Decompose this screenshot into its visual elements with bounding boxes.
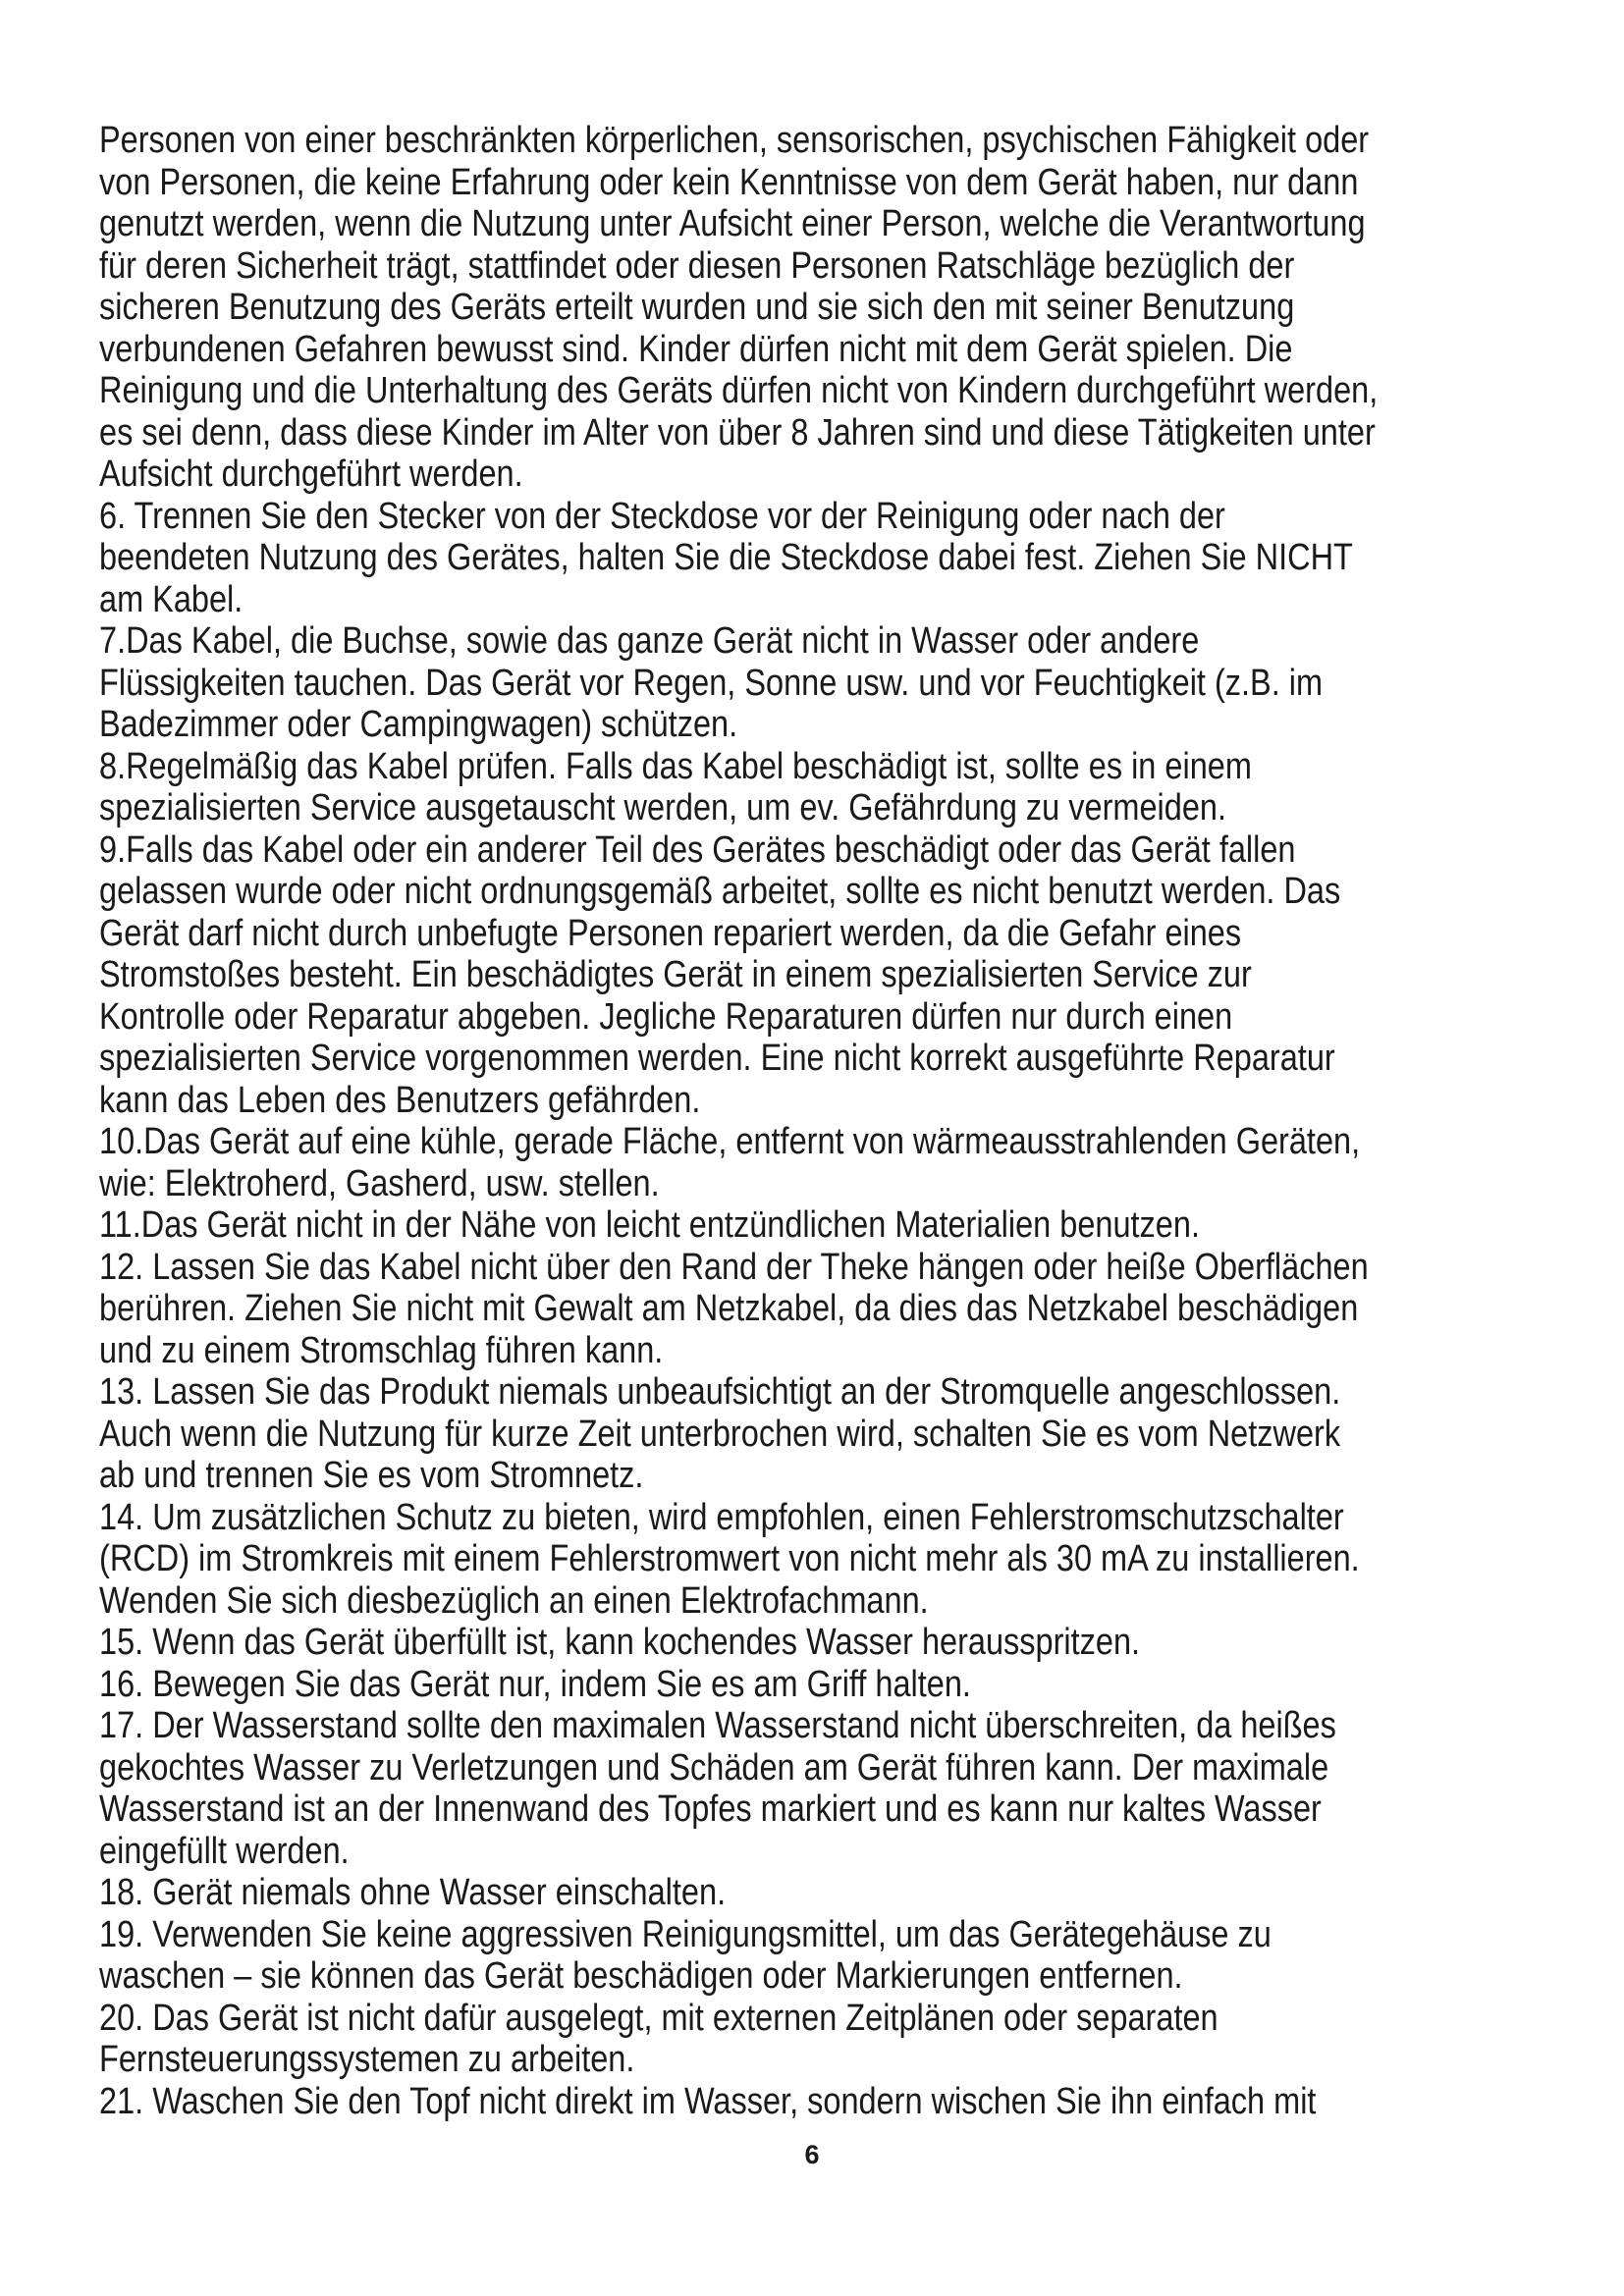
body-line: berühren. Ziehen Sie nicht mit Gewalt am Netzkabel, da dies das Netzkabel beschädigen (99, 1288, 1359, 1329)
body-line: kann das Leben des Benutzers gefährden. (99, 1079, 701, 1121)
item-14-line: 14. Um zusätzlichen Schutz zu bieten, wird empfohlen, einen Fehlerstromschutzschalter (99, 1496, 1344, 1538)
body-line: und zu einem Stromschlag führen kann. (99, 1329, 664, 1371)
body-line: Reinigung und die Unterhaltung des Geräts dürfen nicht von Kindern durchgeführt werden, (99, 370, 1379, 411)
item-13-line: 13. Lassen Sie das Produkt niemals unbeaufsichtigt an der Stromquelle angeschlossen. (99, 1371, 1341, 1413)
item-20-line: 20. Das Gerät ist nicht dafür ausgelegt, mit externen Zeitplänen oder separaten (99, 1997, 1218, 2039)
item-19-line: 19. Verwenden Sie keine aggressiven Reinigungsmittel, um das Gerätegehäuse zu (99, 1913, 1272, 1955)
body-line: Aufsicht durchgeführt werden. (99, 454, 523, 495)
body-line: von Personen, die keine Erfahrung oder kein Kenntnisse von dem Gerät haben, nur dann (99, 161, 1359, 203)
item-18-line: 18. Gerät niemals ohne Wasser einschalten. (99, 1872, 727, 1913)
body-line: gekochtes Wasser zu Verletzungen und Schäden am Gerät führen kann. Der maximale (99, 1746, 1329, 1789)
body-line: Fernsteuerungssystemen zu arbeiten. (99, 2039, 635, 2080)
item-21-line: 21. Waschen Sie den Topf nicht direkt im Wasser, sondern wischen Sie ihn einfach mit (99, 2080, 1317, 2122)
body-line: wie: Elektroherd, Gasherd, usw. stellen. (99, 1162, 660, 1204)
body-line: am Kabel. (99, 578, 244, 620)
page-number: 6 (804, 2140, 820, 2169)
document-body (99, 120, 1379, 2122)
item-17-line: 17. Der Wasserstand sollte den maximalen Wasserstand nicht überschreiten, da heißes (99, 1705, 1336, 1746)
body-line: (RCD) im Stromkreis mit einem Fehlerstromwert von nicht mehr als 30 mA zu installieren. (99, 1538, 1360, 1579)
body-line: eingefüllt werden. (99, 1830, 350, 1872)
item-7-line: 7.Das Kabel, die Buchse, sowie das ganze Gerät nicht in Wasser oder andere (99, 620, 1200, 662)
body-line: spezialisierten Service ausgetauscht werden, um ev. Gefährdung zu vermeiden. (99, 787, 1226, 828)
item-16-line: 16. Bewegen Sie das Gerät nur, indem Sie es am Griff halten. (99, 1663, 971, 1705)
body-line: ab und trennen Sie es vom Stromnetz. (99, 1455, 644, 1496)
body-line: Kontrolle oder Reparatur abgeben. Jegliche Reparaturen dürfen nur durch einen (99, 995, 1233, 1038)
item-9-line: 9.Falls das Kabel oder ein anderer Teil des Gerätes beschädigt oder das Gerät fallen (99, 828, 1296, 871)
body-line: für deren Sicherheit trägt, stattfindet oder diesen Personen Ratschläge bezüglich der (99, 244, 1295, 287)
item-15-line: 15. Wenn das Gerät überfüllt ist, kann kochendes Wasser herausspritzen. (99, 1622, 1141, 1663)
body-line: verbundenen Gefahren bewusst sind. Kinder dürfen nicht mit dem Gerät spielen. Die (99, 328, 1293, 370)
body-line: Wenden Sie sich diesbezüglich an einen Elektrofachmann. (99, 1579, 929, 1622)
body-line: beendeten Nutzung des Gerätes, halten Sie die Steckdose dabei fest. Ziehen Sie NICHT (99, 537, 1353, 578)
body-line: Badezimmer oder Campingwagen) schützen. (99, 704, 738, 745)
body-line: Wasserstand ist an der Innenwand des Topfes markiert und es kann nur kaltes Wasser (99, 1789, 1322, 1830)
body-line: Stromstoßes besteht. Ein beschädigtes Gerät in einem spezialisierten Service zur (99, 954, 1252, 995)
item-8-line: 8.Regelmäßig das Kabel prüfen. Falls das Kabel beschädigt ist, sollte es in einem (99, 745, 1252, 787)
body-line: Personen von einer beschränkten körperlichen, sensorischen, psychischen Fähigkeit oder (99, 120, 1370, 161)
body-line: sicheren Benutzung des Geräts erteilt wurden und sie sich den mit seiner Benutzung (99, 287, 1295, 328)
body-line: Flüssigkeiten tauchen. Das Gerät vor Regen, Sonne usw. und vor Feuchtigkeit (z.B. im (99, 662, 1324, 704)
body-line: waschen – sie können das Gerät beschädigen oder Markierungen entfernen. (99, 1955, 1183, 1997)
item-11-line: 11.Das Gerät nicht in der Nähe von leicht entzündlichen Materialien benutzen. (99, 1204, 1200, 1246)
body-line: Auch wenn die Nutzung für kurze Zeit unterbrochen wird, schalten Sie es vom Netzwerk (99, 1413, 1341, 1455)
body-line: genutzt werden, wenn die Nutzung unter Aufsicht einer Person, welche die Verantwortung (99, 203, 1366, 244)
body-line: Gerät darf nicht durch unbefugte Personen repariert werden, da die Gefahr eines (99, 912, 1242, 954)
body-line: gelassen wurde oder nicht ordnungsgemäß arbeitet, sollte es nicht benutzt werden. Das (99, 871, 1341, 912)
item-10-line: 10.Das Gerät auf eine kühle, gerade Fläche, entfernt von wärmeausstrahlenden Geräten, (99, 1121, 1361, 1162)
item-6-line: 6. Trennen Sie den Stecker von der Steckdose vor der Reinigung oder nach der (99, 495, 1225, 537)
item-12-line: 12. Lassen Sie das Kabel nicht über den Rand der Theke hängen oder heiße Oberflächen (99, 1246, 1369, 1288)
body-line: spezialisierten Service vorgenommen werden. Eine nicht korrekt ausgeführte Reparatur (99, 1038, 1335, 1079)
body-line: es sei denn, dass diese Kinder im Alter von über 8 Jahren sind und diese Tätigkeiten unter (99, 411, 1376, 454)
